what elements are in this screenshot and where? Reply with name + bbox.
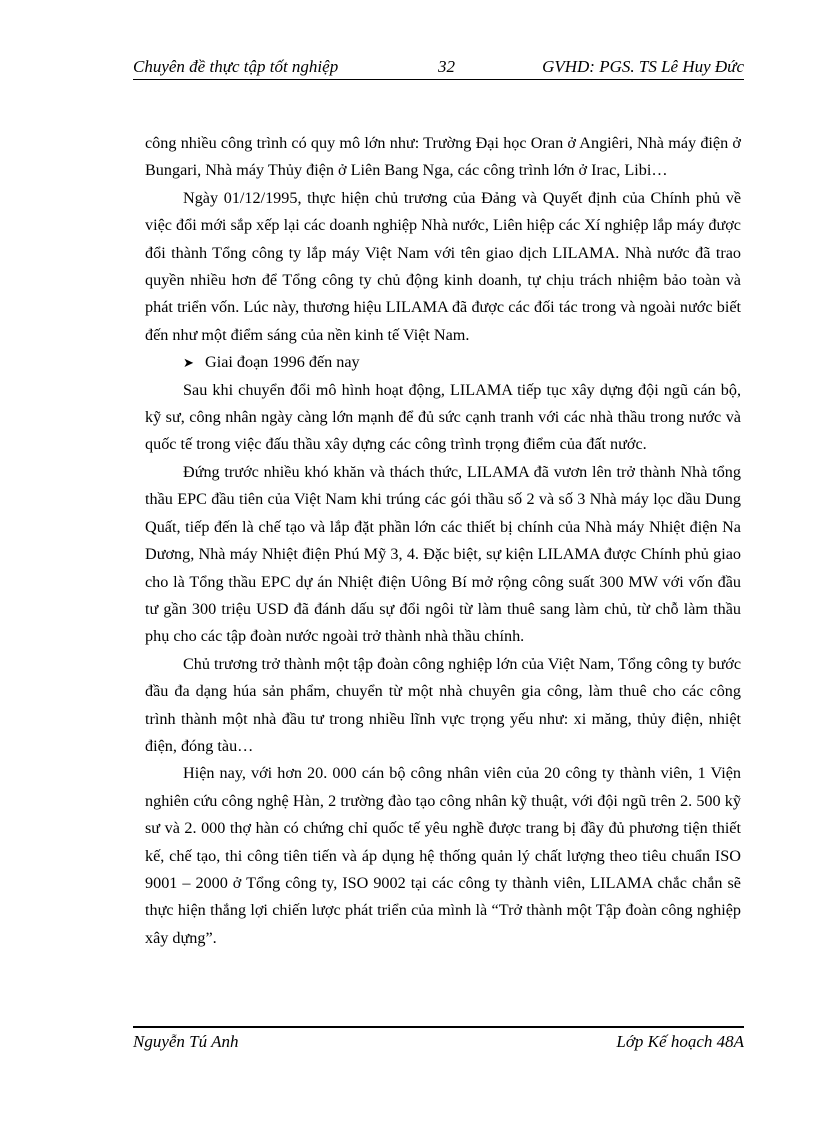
header-advisor: GVHD: PGS. TS Lê Huy Đức — [542, 57, 744, 76]
paragraph-4: Đứng trước nhiều khó khăn và thách thức, LILAMA đã vươn lên trở thành Nhà tổng thầu EPC đầu tiên của Việt Nam khi trúng các gói thầu số 2 và số 3 Nhà máy lọc dầu Dung Quất, tiếp đến là chế tạo và lắp đặt phần lớn các thiết bị chính của Nhà máy Nhiệt điện Na Dương, Nhà máy Nhiệt điện Phú Mỹ 3, 4. Đặc biệt, sự kiện LILAMA được Chính phủ giao cho là Tổng thầu EPC dự án Nhiệt điện Uông Bí mở rộng công suất 300 MW với vốn đầu tư gần 300 triệu USD đã đánh dấu sự đổi ngôi từ làm thuê sang làm chủ, từ chỗ làm thầu phụ cho các tập đoàn nước ngoài trở thành nhà thầu chính. — [145, 462, 741, 646]
header-divider — [133, 79, 744, 80]
paragraph-2: Ngày 01/12/1995, thực hiện chủ trương của Đảng và Quyết định của Chính phủ về việc đổi mới sắp xếp lại các doanh nghiệp Nhà nước, Liên hiệp các Xí nghiệp lắp máy được đổi thành Tổng công ty lắp máy Việt Nam với tên giao dịch LILAMA. Nhà nước đã trao quyền nhiều hơn để Tổng công ty chủ động kinh doanh, tự chịu trách nhiệm bảo toàn và phát triển vốn. Lúc này, thương hiệu LILAMA đã được các đối tác trong và ngoài nước biết đến như một điểm sáng của nền kinh tế Việt Nam. — [145, 188, 741, 344]
arrow-bullet-icon: ➤ — [183, 355, 194, 371]
paragraph-6: Hiện nay, với hơn 20. 000 cán bộ công nhân viên của 20 công ty thành viên, 1 Viện nghiên cứu công nghệ Hàn, 2 trường đào tạo công nhân kỹ thuật, với đội ngũ trên 2. 500 kỹ sư và 2. 000 thợ hàn có chứng chỉ quốc tế yêu nghề được trang bị đầy đủ phương tiện thiết kế, chế tạo, thi công tiên tiến và áp dụng hệ thống quản lý chất lượng theo tiêu chuẩn ISO 9001 – 2000 ở Tổng công ty, ISO 9002 tại các công ty thành viên, LILAMA chắc chắn sẽ thực hiện thắng lợi chiến lược phát triển của mình là “Trở thành một Tập đoàn công nghiệp xây dựng”. — [145, 764, 741, 947]
paragraph-3: Sau khi chuyển đổi mô hình hoạt động, LILAMA tiếp tục xây dựng đội ngũ cán bộ, kỹ sư, công nhân ngày càng lớn mạnh để đủ sức cạnh tranh với các nhà thầu trong nước và quốc tế trong việc đấu thầu xây dựng các công trình trọng điểm của đất nước. — [145, 380, 741, 454]
footer-class: Lớp Kế hoạch 48A — [616, 1032, 744, 1051]
body-text — [145, 130, 741, 952]
page-number: 32 — [438, 57, 455, 76]
section-bullet — [145, 349, 741, 376]
footer-author: Nguyễn Tú Anh — [133, 1032, 239, 1051]
paragraph-1: công nhiều công trình có quy mô lớn như: Trường Đại học Oran ở Angiêri, Nhà máy điện ở Bungari, Nhà máy Thủy điện ở Liên Bang Nga, các công trình lớn ở Irac, Libi… — [145, 134, 741, 180]
page-header — [133, 56, 744, 78]
header-title: Chuyên đề thực tập tốt nghiệp — [133, 57, 339, 76]
footer-divider — [133, 1026, 744, 1028]
section-bullet-label: Giai đoạn 1996 đến nay — [205, 353, 360, 372]
paragraph-5: Chủ trương trở thành một tập đoàn công nghiệp lớn của Việt Nam, Tổng công ty bước đầu đa dạng húa sản phẩm, chuyển từ một nhà chuyên gia công, làm thuê cho các công trình thành một nhà đầu tư trong nhiều lĩnh vực trọng yếu như: xi măng, thủy điện, nhiệt điện, đóng tàu… — [145, 654, 741, 755]
page-footer — [133, 1031, 744, 1053]
